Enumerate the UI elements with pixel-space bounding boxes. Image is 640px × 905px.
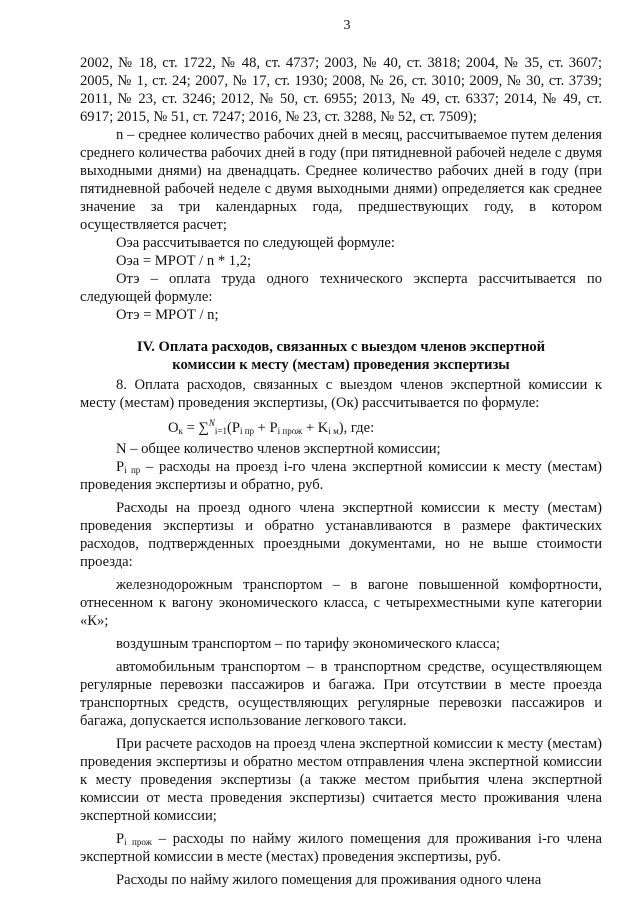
oea-formula: Оэа = МРОТ / n * 1,2; xyxy=(116,253,252,269)
travel-expenses-paragraph: Расходы на проезд одного члена экспертной комиссии к месту (местам) проведения экспертизы и обратно устанавливаются в размере фактических расходов, подтвержденных проездными документами, но не выше стоимости проезда: xyxy=(80,499,602,570)
p-pr-definition xyxy=(80,458,602,494)
oea-intro: Оэа рассчитывается по следующей формуле: xyxy=(116,235,395,251)
p-pr-text: – расходы на проезд i-го члена экспертной комиссии к месту (местам) проведения экспертизы и обратно, руб. xyxy=(80,458,602,493)
p-pr-sub: i пр xyxy=(124,464,141,475)
p-prozh-sub: i прож xyxy=(124,836,152,847)
ok-close: ), где: xyxy=(338,419,375,436)
ote-definition: Отэ – оплата труда одного технического эксперта рассчитывается по следующей формуле: xyxy=(80,271,602,305)
ok-t2-sub: i прож xyxy=(277,425,303,436)
section-heading xyxy=(80,338,602,374)
ok-plus2: + K xyxy=(302,419,329,436)
n-total-definition: N – общее количество членов экспертной комиссии; xyxy=(116,440,441,457)
page-number: 3 xyxy=(343,18,351,33)
p-prozh-definition xyxy=(80,830,602,866)
auto-transport: автомобильным транспортом – в транспортном средстве, осуществляющем регулярные перевозки пассажиров и багажа. При отсутствии в месте проезда транспортных средств, осуществляющих регулярные перевозки пассажиров и багажа, допускается использование легкового такси. xyxy=(80,658,602,729)
ok-formula xyxy=(80,414,602,437)
ok-sum: = ∑ xyxy=(182,419,209,436)
n-definition: n – среднее количество рабочих дней в месяц, рассчитываемое путем деления среднего количества рабочих дней в году (при пятидневной рабочей неделе с двумя выходными днями) на двенадцать. Среднее количество рабочих дней в году (при пятидневной рабочей неделе с двумя выходными днями) определяется как среднее значение за три календарных года, предшествующих году, в котором осуществляется расчет; xyxy=(80,127,602,233)
section-heading-line-2: комиссии к месту (местам) проведения экспертизы xyxy=(172,357,510,373)
ok-sum-lower: i=1 xyxy=(214,425,227,436)
citation-continuation: 2002, № 18, ст. 1722, № 48, ст. 4737; 2003, № 40, ст. 3818; 2004, № 35, ст. 3607; 2005, № 1, ст. 24; 2007, № 17, ст. 1930; 2008, № 26, ст. 3010; 2009, № 30, ст. 3739; 2011, № 23, ст. 3246; 2012, № 50, ст. 6955; 2013, № 49, ст. 6337; 2014, № 49, ст. 6917; 2015, № 51, ст. 7247; 2016, № 23, ст. 3288, № 52, ст. 7509); xyxy=(80,55,602,125)
item-8: 8. Оплата расходов, связанных с выездом членов экспертной комиссии к месту (местам) проведения экспертизы, (Ок) рассчитывается по формуле: xyxy=(80,377,602,411)
ok-lhs: О xyxy=(168,419,179,436)
ok-lhs-sub: к xyxy=(178,425,183,436)
ote-formula: Отэ = МРОТ / n; xyxy=(116,307,219,323)
ok-sum-upper: N xyxy=(208,418,215,428)
section-heading-line-1: IV. Оплата расходов, связанных с выездом членов экспертной xyxy=(136,339,546,355)
last-line: Расходы по найму жилого помещения для проживания одного члена xyxy=(116,871,542,888)
p-pr-symbol: P xyxy=(116,458,125,475)
ok-t3-sub: i м xyxy=(328,425,339,436)
p-prozh-text: – расходы по найму жилого помещения для проживания i-го члена экспертной комиссии в месте (местах) проведения экспертизы, руб. xyxy=(80,830,602,865)
ok-open: (P xyxy=(226,419,240,436)
ok-t1-sub: i пр xyxy=(239,425,255,436)
calc-note-paragraph: При расчете расходов на проезд члена экспертной комиссии к месту (местам) проведения экспертизы и обратно местом отправления члена экспертной комиссии к месту проведения экспертизы (а также местом прибытия члена экспертной комиссии от места проведения экспертизы) считается место проживания члена экспертной комиссии; xyxy=(80,735,602,824)
air-transport: воздушным транспортом – по тарифу экономического класса; xyxy=(116,635,501,652)
p-prozh-symbol: P xyxy=(116,830,125,847)
rail-transport: железнодорожным транспортом – в вагоне повышенной комфортности, отнесенном к вагону экономического класса, с четырехместными купе категории «К»; xyxy=(80,576,602,629)
ok-plus1: + P xyxy=(254,419,278,436)
